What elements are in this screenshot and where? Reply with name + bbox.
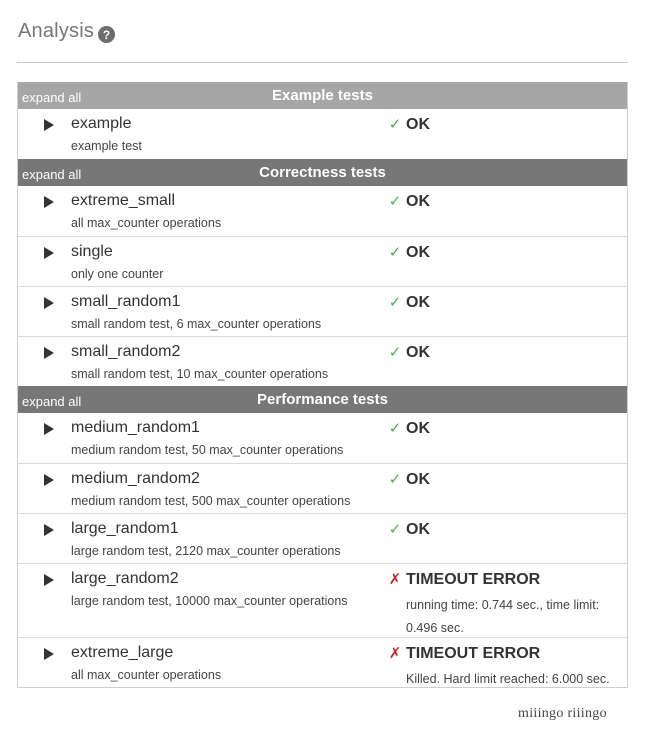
test-row[interactable] [18,186,627,236]
status-label: OK [406,521,430,538]
check-icon: ✓ [388,294,402,311]
signature: miiingo riiingo [518,706,607,721]
test-status [388,570,540,590]
status-label: TIMEOUT ERROR [406,571,541,588]
test-description: example test [71,139,142,153]
test-name: extreme_large [71,644,174,661]
test-status [388,470,430,490]
test-description: medium random test, 50 max_counter operations [71,443,344,457]
expand-triangle-icon[interactable] [44,524,54,536]
test-status [388,419,430,439]
test-description: large random test, 2120 max_counter operations [71,544,341,558]
cross-icon: ✗ [388,645,402,662]
test-status [388,192,430,212]
status-label: OK [406,244,430,261]
test-row[interactable] [18,236,627,286]
expand-triangle-icon[interactable] [44,119,54,131]
check-icon: ✓ [388,521,402,538]
test-status [388,520,430,540]
test-name: medium_random2 [71,470,200,487]
test-description: only one counter [71,267,164,281]
check-icon: ✓ [388,471,402,488]
test-status [388,343,430,363]
page-title: Analysis [18,20,95,42]
test-description: small random test, 6 max_counter operations [71,317,322,331]
expand-triangle-icon[interactable] [44,648,54,660]
group-title: Correctness tests [259,164,386,181]
expand-triangle-icon[interactable] [44,196,54,208]
expand-triangle-icon[interactable] [44,347,54,359]
status-label: OK [406,193,430,210]
check-icon: ✓ [388,116,402,133]
test-description: small random test, 10 max_counter operations [71,367,329,381]
status-label: OK [406,471,430,488]
test-status [388,293,430,313]
check-icon: ✓ [388,193,402,210]
expand-triangle-icon[interactable] [44,574,54,586]
expand-triangle-icon[interactable] [44,423,54,435]
group-title: Example tests [272,87,373,104]
test-row[interactable] [18,563,627,637]
test-status [388,115,430,135]
expand-all-link[interactable]: expand all [22,167,82,182]
divider [17,62,628,63]
group-header [18,82,627,109]
tests-table [17,82,628,688]
test-row[interactable] [18,413,627,463]
test-description: all max_counter operations [71,216,222,230]
status-detail: running time: 0.744 sec., time limit: 0.496 sec. [406,598,600,635]
cross-icon: ✗ [388,571,402,588]
test-name: extreme_small [71,192,176,209]
expand-all-link[interactable]: expand all [22,394,82,409]
test-name: example [71,115,132,132]
test-row[interactable] [18,513,627,563]
analysis-header [18,20,115,43]
test-description: all max_counter operations [71,668,222,682]
test-description: medium random test, 500 max_counter operations [71,494,351,508]
test-row[interactable] [18,336,627,386]
test-name: small_random2 [71,343,181,360]
expand-all-link[interactable]: expand all [22,90,82,105]
group-header [18,159,627,186]
test-description: large random test, 10000 max_counter operations [71,594,348,608]
status-label: OK [406,420,430,437]
test-name: large_random2 [71,570,179,587]
group-title: Performance tests [257,391,388,408]
check-icon: ✓ [388,244,402,261]
test-status [388,243,430,263]
test-row[interactable] [18,109,627,159]
status-detail: Killed. Hard limit reached: 6.000 sec. [406,672,610,686]
test-name: medium_random1 [71,419,200,436]
expand-triangle-icon[interactable] [44,474,54,486]
test-name: single [71,243,113,260]
status-label: OK [406,116,430,133]
status-label: TIMEOUT ERROR [406,645,541,662]
test-name: large_random1 [71,520,179,537]
test-row[interactable] [18,463,627,513]
status-label: OK [406,344,430,361]
help-icon[interactable]: ? [98,26,115,43]
test-status [388,644,540,664]
status-label: OK [406,294,430,311]
test-row[interactable] [18,637,627,687]
test-name: small_random1 [71,293,181,310]
check-icon: ✓ [388,344,402,361]
expand-triangle-icon[interactable] [44,247,54,259]
test-row[interactable] [18,286,627,336]
expand-triangle-icon[interactable] [44,297,54,309]
check-icon: ✓ [388,420,402,437]
group-header [18,386,627,413]
